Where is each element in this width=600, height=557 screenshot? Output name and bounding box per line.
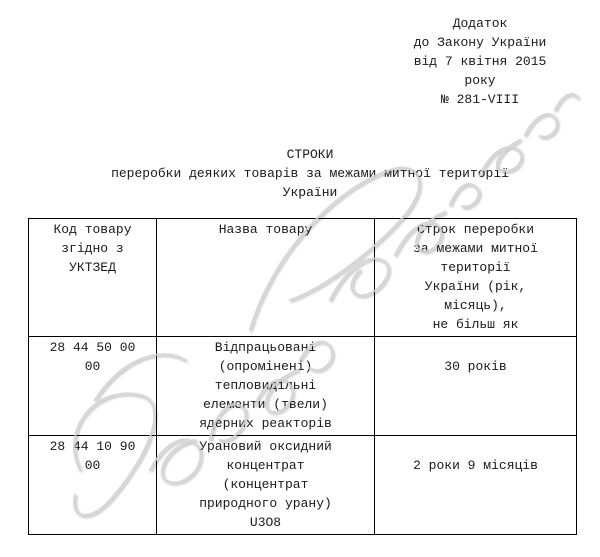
document-heading <box>40 145 580 202</box>
appendix-law-number: № 281-VIII <box>440 92 519 107</box>
appendix-line: Додаток <box>452 16 508 31</box>
header-term: Строк переробки за межами митної території України (рік, місяць), не більш як <box>375 219 577 337</box>
table-header-row <box>29 219 577 337</box>
appendix-block <box>380 14 580 109</box>
heading-subtitle: України <box>282 185 338 200</box>
table-row <box>29 337 577 436</box>
cell-name: Відпрацьовані (опромінені) тепловидільні елементи (твели) ядерних реакторів <box>157 337 375 436</box>
heading-title: СТРОКИ <box>286 147 334 162</box>
cell-name: Урановий оксидний концентрат (концентрат природного урану) U3O8 <box>157 436 375 535</box>
header-name: Назва товару <box>157 219 375 337</box>
cell-term: 2 роки 9 місяців <box>375 436 577 535</box>
appendix-line: до Закону України <box>413 35 547 50</box>
header-code: Код товару згідно з УКТЗЕД <box>29 219 157 337</box>
cell-term: 30 років <box>375 337 577 436</box>
appendix-line: року <box>464 73 496 88</box>
cell-code: 28 44 50 00 00 <box>29 337 157 436</box>
processing-terms-table <box>28 218 577 535</box>
cell-code: 28 44 10 90 00 <box>29 436 157 535</box>
table-row <box>29 436 577 535</box>
appendix-line: від 7 квітня 2015 <box>413 54 547 69</box>
heading-subtitle: переробки деяких товарів за межами митної території <box>111 166 509 181</box>
